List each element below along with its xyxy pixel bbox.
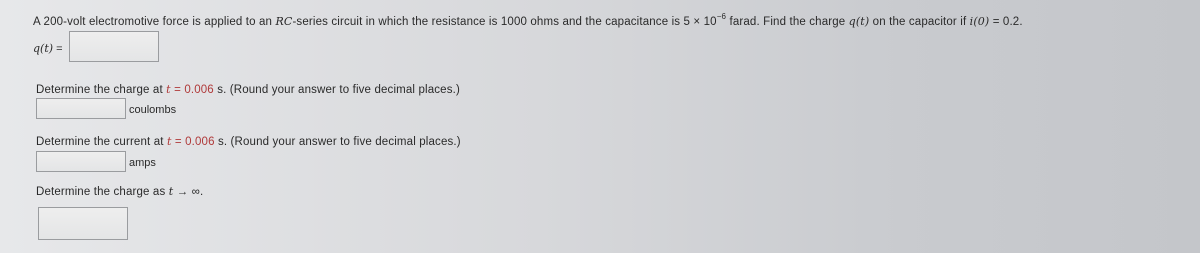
problem-text-intro: A 200-volt electromotive force is applied to an xyxy=(33,16,276,28)
problem-text-find: farad. Find the charge xyxy=(726,16,849,28)
current-question-equals: = xyxy=(171,136,186,148)
charge-question-equals: = xyxy=(170,84,185,96)
problem-statement xyxy=(33,12,1023,28)
problem-text-capacitance: -series circuit in which the resistance is 1000 ohms and the capacitance is 5 × 10 xyxy=(292,16,717,28)
charge-question-time-value: 0.006 xyxy=(184,84,214,96)
charge-answer-row xyxy=(36,98,176,119)
charge-at-time-question xyxy=(36,83,460,96)
limit-question-suffix: . xyxy=(200,186,204,198)
current-question-prefix: Determine the current at xyxy=(36,136,167,148)
current-at-time-question xyxy=(36,135,461,148)
infinity-symbol: ∞ xyxy=(191,186,201,198)
rc-term: RC xyxy=(275,15,293,28)
charge-question-suffix: s. (Round your answer to five decimal places.) xyxy=(213,84,460,96)
q-of-t-input[interactable] xyxy=(69,31,159,62)
charge-limit-question xyxy=(36,185,203,198)
charge-question-prefix: Determine the charge at xyxy=(36,84,167,96)
i-of-0-term: i(0) xyxy=(969,15,990,28)
q-of-t-answer-row xyxy=(33,31,159,62)
problem-text-initial-value: = 0.2. xyxy=(989,16,1023,28)
current-at-time-input[interactable] xyxy=(36,151,126,172)
limit-question-t: t xyxy=(168,185,174,198)
q-of-t-label xyxy=(33,42,63,55)
limit-question-prefix: Determine the charge as xyxy=(36,186,169,198)
problem-text-condition: on the capacitor if xyxy=(869,16,970,28)
current-question-t: t xyxy=(166,135,172,148)
current-question-time-value: 0.006 xyxy=(185,136,215,148)
q-of-t-equals: = xyxy=(53,43,63,55)
charge-at-time-input[interactable] xyxy=(36,98,126,119)
q-of-t-symbol: q(t) xyxy=(33,42,54,55)
charge-question-t: t xyxy=(166,83,171,96)
q-of-t-term: q(t) xyxy=(848,15,870,28)
charge-limit-input[interactable] xyxy=(38,207,128,240)
current-question-suffix: s. (Round your answer to five decimal places.) xyxy=(214,136,461,148)
limit-arrow: → xyxy=(173,186,192,198)
charge-unit-label: coulombs xyxy=(129,104,177,116)
capacitance-exponent: −6 xyxy=(716,12,727,22)
current-answer-row xyxy=(36,151,156,172)
current-unit-label: amps xyxy=(129,157,156,169)
